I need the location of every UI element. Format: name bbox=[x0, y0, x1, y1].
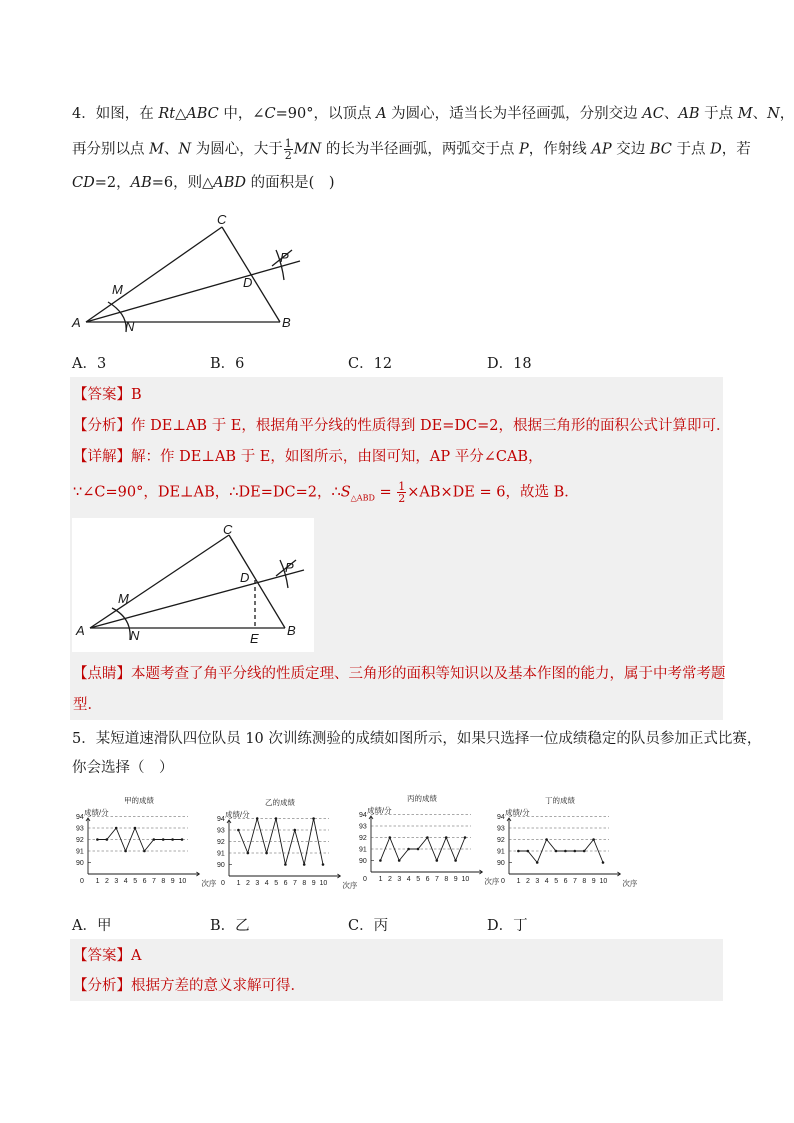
data-point bbox=[106, 838, 109, 841]
data-point bbox=[162, 838, 165, 841]
data-point bbox=[171, 838, 174, 841]
x-tick-label: 9 bbox=[591, 878, 596, 885]
analysis-tag: 【分析】 bbox=[73, 978, 131, 994]
data-point bbox=[555, 850, 558, 853]
chart-1 bbox=[76, 795, 217, 888]
q4-text: AC bbox=[642, 106, 664, 122]
x-tick-label: 2 bbox=[388, 876, 392, 883]
q4-answer bbox=[73, 385, 142, 405]
data-point bbox=[275, 817, 278, 820]
fraction-denominator: 2 bbox=[398, 492, 406, 505]
data-point bbox=[322, 863, 325, 866]
y-tick-label: 91 bbox=[497, 848, 505, 856]
series-line bbox=[97, 828, 182, 851]
q4-text: M bbox=[737, 106, 753, 122]
data-point bbox=[574, 850, 577, 853]
q4-text: 的面积是( ) bbox=[246, 175, 335, 191]
label-n: N bbox=[130, 628, 140, 643]
q5-line1: 5．某短道速滑队四位队员 10 次训练测验的成绩如图所示，如果只选择一位成绩稳定的队员参加正式比赛， bbox=[72, 731, 762, 747]
origin-label: 0 bbox=[363, 876, 367, 883]
x-tick-label: 2 bbox=[105, 878, 109, 885]
label-p: P bbox=[280, 250, 289, 265]
chart-ylabel: 成绩/分 bbox=[367, 806, 392, 815]
x-tick-label: 6 bbox=[283, 880, 288, 887]
q4-text: MN bbox=[293, 141, 322, 158]
x-tick-label: 3 bbox=[114, 878, 119, 885]
y-tick-label: 90 bbox=[497, 860, 505, 867]
x-tick-label: 9 bbox=[170, 878, 175, 885]
q4-text: 、 bbox=[752, 106, 768, 122]
data-point bbox=[592, 838, 595, 841]
q4-text: D bbox=[710, 141, 722, 158]
x-tick-label: 7 bbox=[435, 876, 439, 883]
q4-analysis bbox=[73, 416, 730, 436]
x-tick-label: 4 bbox=[123, 878, 128, 885]
data-point bbox=[464, 836, 467, 839]
x-tick-label: 2 bbox=[526, 878, 530, 885]
x-tick-label: 10 bbox=[319, 880, 328, 887]
chart-xlabel: 次序 bbox=[342, 881, 358, 890]
x-tick-label: 8 bbox=[444, 876, 449, 883]
x-tick-label: 4 bbox=[264, 880, 269, 887]
y-tick-label: 92 bbox=[359, 835, 367, 842]
x-tick-label: 8 bbox=[302, 880, 307, 887]
x-tick-label: 8 bbox=[582, 878, 587, 885]
q5-option-b[interactable]: B．乙 bbox=[210, 918, 250, 934]
x-tick-label: 7 bbox=[152, 878, 156, 885]
data-point bbox=[124, 850, 127, 853]
q4-text: 为圆心，适当长为半径画弧，分别交边 bbox=[386, 106, 643, 122]
data-point bbox=[398, 859, 401, 862]
q4-line2 bbox=[72, 138, 751, 161]
q4-text: =6，则△ bbox=[151, 175, 214, 191]
x-tick-label: 9 bbox=[311, 880, 316, 887]
q4-text: 、 bbox=[163, 141, 179, 158]
detail-text: ∵∠C=90°，DE⊥AB，∴DE=DC=2，∴ bbox=[73, 484, 341, 501]
q5-analysis bbox=[73, 976, 305, 996]
q4-text: 交边 bbox=[611, 141, 650, 158]
q4-text: M bbox=[149, 141, 164, 158]
q4-text: 为圆心，大于 bbox=[191, 141, 283, 158]
data-point bbox=[407, 848, 410, 851]
x-tick-label: 10 bbox=[178, 878, 187, 885]
chart-2 bbox=[217, 797, 358, 890]
q4-detail-line2 bbox=[73, 481, 579, 508]
q4-text: 的长为半径画弧，两弧交于点 bbox=[321, 141, 520, 158]
q4-text: N bbox=[178, 141, 192, 158]
y-tick-label: 92 bbox=[76, 837, 84, 844]
q4-text: 、 bbox=[663, 106, 679, 122]
label-d: D bbox=[240, 570, 250, 585]
q4-text: 于点 bbox=[699, 106, 738, 122]
y-tick-label: 93 bbox=[359, 823, 367, 831]
chart-title: 丁的成绩 bbox=[545, 796, 575, 805]
data-point bbox=[379, 859, 382, 862]
q5-answer bbox=[73, 946, 141, 966]
q4-option-c[interactable]: C．12 bbox=[348, 356, 393, 372]
q4-text: N bbox=[767, 106, 780, 122]
data-point bbox=[389, 836, 392, 839]
chart-4 bbox=[497, 795, 638, 888]
detail-text: 解：作 DE⊥AB 于 E，如图所示，由图可知，AP 平分∠CAB， bbox=[131, 449, 543, 465]
data-point bbox=[445, 836, 448, 839]
answer-value: A bbox=[131, 948, 142, 964]
fraction-numerator: 1 bbox=[398, 480, 406, 493]
detail-text: = bbox=[374, 484, 397, 501]
y-tick-label: 93 bbox=[76, 825, 84, 833]
q4-text: =90°，以顶点 bbox=[275, 106, 377, 122]
y-tick-label: 91 bbox=[359, 846, 367, 854]
q4-comment-line2: 型． bbox=[73, 697, 102, 713]
data-point bbox=[237, 829, 240, 832]
data-point bbox=[284, 863, 287, 866]
q4-text: AB bbox=[130, 175, 152, 191]
q4-text: AB bbox=[678, 106, 700, 122]
y-tick-label: 92 bbox=[497, 837, 505, 844]
x-tick-label: 1 bbox=[95, 878, 100, 885]
x-tick-label: 2 bbox=[246, 880, 250, 887]
x-tick-label: 1 bbox=[516, 878, 521, 885]
q5-option-a[interactable]: A．甲 bbox=[72, 918, 112, 934]
chart-xlabel: 次序 bbox=[484, 877, 500, 886]
q4-text: BC bbox=[649, 141, 672, 158]
q4-comment bbox=[73, 664, 726, 684]
chart-title: 丙的成绩 bbox=[407, 794, 437, 803]
x-tick-label: 5 bbox=[554, 878, 559, 885]
chart-title: 甲的成绩 bbox=[124, 796, 154, 805]
y-tick-label: 91 bbox=[217, 850, 225, 858]
data-point bbox=[294, 829, 297, 832]
y-tick-label: 93 bbox=[497, 825, 505, 833]
y-tick-label: 90 bbox=[217, 862, 225, 869]
q4-text: 中， bbox=[218, 106, 253, 122]
chart-3 bbox=[359, 793, 500, 886]
label-e: E bbox=[250, 631, 259, 646]
q4-text: ABD bbox=[213, 175, 247, 191]
data-point bbox=[143, 850, 146, 853]
q4-text: Rt△ABC bbox=[158, 106, 219, 122]
area-subscript: △ABD bbox=[350, 493, 375, 503]
data-point bbox=[436, 859, 439, 862]
analysis-tag: 【分析】 bbox=[73, 418, 131, 434]
data-point bbox=[181, 838, 184, 841]
q5-option-d[interactable]: D．丁 bbox=[487, 918, 528, 934]
data-point bbox=[247, 852, 250, 855]
comment-text: 本题考查了角平分线的性质定理、三角形的面积等知识以及基本作图的能力，属于中考常考题 bbox=[131, 666, 726, 682]
y-tick-label: 90 bbox=[359, 858, 367, 865]
data-point bbox=[134, 827, 137, 830]
score-charts bbox=[70, 792, 638, 900]
detail-tag: 【详解】 bbox=[73, 449, 131, 465]
x-tick-label: 10 bbox=[461, 876, 470, 883]
chart-xlabel: 次序 bbox=[201, 879, 217, 888]
label-n: N bbox=[125, 319, 135, 334]
q4-text: =2， bbox=[94, 175, 131, 191]
detail-text: ×AB×DE = 6，故选 B． bbox=[407, 484, 579, 501]
q4-text: ，若 bbox=[721, 141, 751, 158]
comment-tag: 【点睛】 bbox=[73, 666, 131, 682]
data-point bbox=[265, 852, 268, 855]
q4-line1 bbox=[72, 104, 794, 124]
data-point bbox=[545, 838, 548, 841]
label-a: A bbox=[76, 623, 85, 638]
fraction-numerator: 1 bbox=[284, 137, 292, 150]
label-d: D bbox=[243, 275, 253, 290]
q4-text: ，作射线 bbox=[528, 141, 592, 158]
data-point bbox=[426, 836, 429, 839]
data-point bbox=[256, 817, 259, 820]
q4-text: ， bbox=[779, 106, 794, 122]
analysis-text: 作 DE⊥AB 于 E，根据角平分线的性质得到 DE=DC=2，根据三角形的面积公式计算即可． bbox=[131, 418, 731, 434]
x-tick-label: 5 bbox=[416, 876, 421, 883]
q4-text: P bbox=[519, 141, 529, 158]
q4-text: 4．如图，在 bbox=[72, 106, 159, 122]
origin-label: 0 bbox=[501, 878, 505, 885]
data-point bbox=[564, 850, 567, 853]
x-tick-label: 1 bbox=[236, 880, 241, 887]
label-b: B bbox=[282, 315, 291, 330]
q4-text: ∠C bbox=[252, 106, 276, 122]
x-tick-label: 3 bbox=[397, 876, 402, 883]
q5-option-c[interactable]: C．丙 bbox=[348, 918, 389, 934]
x-tick-label: 9 bbox=[453, 876, 458, 883]
q4-option-d[interactable]: D．18 bbox=[487, 356, 532, 372]
chart-ylabel: 成绩/分 bbox=[225, 810, 250, 819]
q4-text: 于点 bbox=[671, 141, 711, 158]
data-point bbox=[417, 848, 420, 851]
data-point bbox=[303, 863, 306, 866]
q4-option-b[interactable]: B．6 bbox=[210, 356, 245, 372]
q5-line2: 你会选择（ ） bbox=[72, 760, 174, 776]
chart-xlabel: 次序 bbox=[622, 879, 638, 888]
fraction-denominator: 2 bbox=[284, 149, 292, 162]
segment-ac bbox=[86, 227, 222, 322]
y-tick-label: 93 bbox=[217, 827, 225, 835]
data-point bbox=[583, 850, 586, 853]
label-a: A bbox=[72, 315, 81, 330]
data-point bbox=[115, 827, 118, 830]
x-tick-label: 10 bbox=[599, 878, 608, 885]
x-tick-label: 7 bbox=[293, 880, 297, 887]
data-point bbox=[454, 859, 457, 862]
data-point bbox=[527, 850, 530, 853]
fraction-half bbox=[284, 138, 293, 161]
x-tick-label: 7 bbox=[573, 878, 577, 885]
data-point bbox=[153, 838, 156, 841]
fraction-half bbox=[397, 481, 406, 504]
x-tick-label: 6 bbox=[563, 878, 568, 885]
area-symbol: S bbox=[340, 484, 351, 501]
label-c: C bbox=[217, 212, 227, 227]
q4-text: AP bbox=[591, 141, 612, 158]
x-tick-label: 1 bbox=[378, 876, 383, 883]
answer-tag: 【答案】 bbox=[73, 387, 131, 403]
x-tick-label: 3 bbox=[535, 878, 540, 885]
x-tick-label: 6 bbox=[425, 876, 430, 883]
x-tick-label: 4 bbox=[544, 878, 549, 885]
chart-title: 乙的成绩 bbox=[265, 798, 295, 807]
y-tick-label: 94 bbox=[76, 814, 84, 821]
label-b: B bbox=[287, 623, 296, 638]
label-m: M bbox=[118, 591, 129, 606]
origin-label: 0 bbox=[221, 880, 225, 887]
label-m: M bbox=[112, 282, 123, 297]
arc-mn bbox=[108, 302, 126, 332]
y-tick-label: 90 bbox=[76, 860, 84, 867]
answer-tag: 【答案】 bbox=[73, 948, 131, 964]
q4-text: CD bbox=[72, 175, 95, 191]
label-p: P bbox=[285, 560, 294, 575]
chart-ylabel: 成绩/分 bbox=[505, 808, 530, 817]
triangle-figure-1 bbox=[70, 210, 310, 338]
y-tick-label: 94 bbox=[217, 816, 225, 823]
x-tick-label: 4 bbox=[406, 876, 411, 883]
label-c: C bbox=[223, 522, 233, 537]
x-tick-label: 5 bbox=[133, 878, 138, 885]
chart-ylabel: 成绩/分 bbox=[84, 808, 109, 817]
q4-option-a[interactable]: A．3 bbox=[72, 356, 107, 372]
data-point bbox=[536, 861, 539, 864]
q4-text: 再分别以点 bbox=[72, 141, 150, 158]
data-point bbox=[312, 817, 315, 820]
data-point bbox=[517, 850, 520, 853]
y-tick-label: 94 bbox=[497, 814, 505, 821]
q4-text: A bbox=[376, 106, 387, 122]
q4-detail bbox=[73, 447, 543, 467]
y-tick-label: 92 bbox=[217, 839, 225, 846]
data-point bbox=[96, 838, 99, 841]
y-tick-label: 91 bbox=[76, 848, 84, 856]
data-point bbox=[602, 861, 605, 864]
origin-label: 0 bbox=[80, 878, 84, 885]
x-tick-label: 3 bbox=[255, 880, 260, 887]
q4-line3 bbox=[72, 173, 334, 193]
x-tick-label: 6 bbox=[142, 878, 147, 885]
x-tick-label: 5 bbox=[274, 880, 279, 887]
answer-value: B bbox=[131, 387, 142, 403]
triangle-figure-2 bbox=[72, 518, 314, 652]
y-tick-label: 94 bbox=[359, 812, 367, 819]
x-tick-label: 8 bbox=[161, 878, 166, 885]
analysis-text: 根据方差的意义求解可得． bbox=[131, 978, 305, 994]
